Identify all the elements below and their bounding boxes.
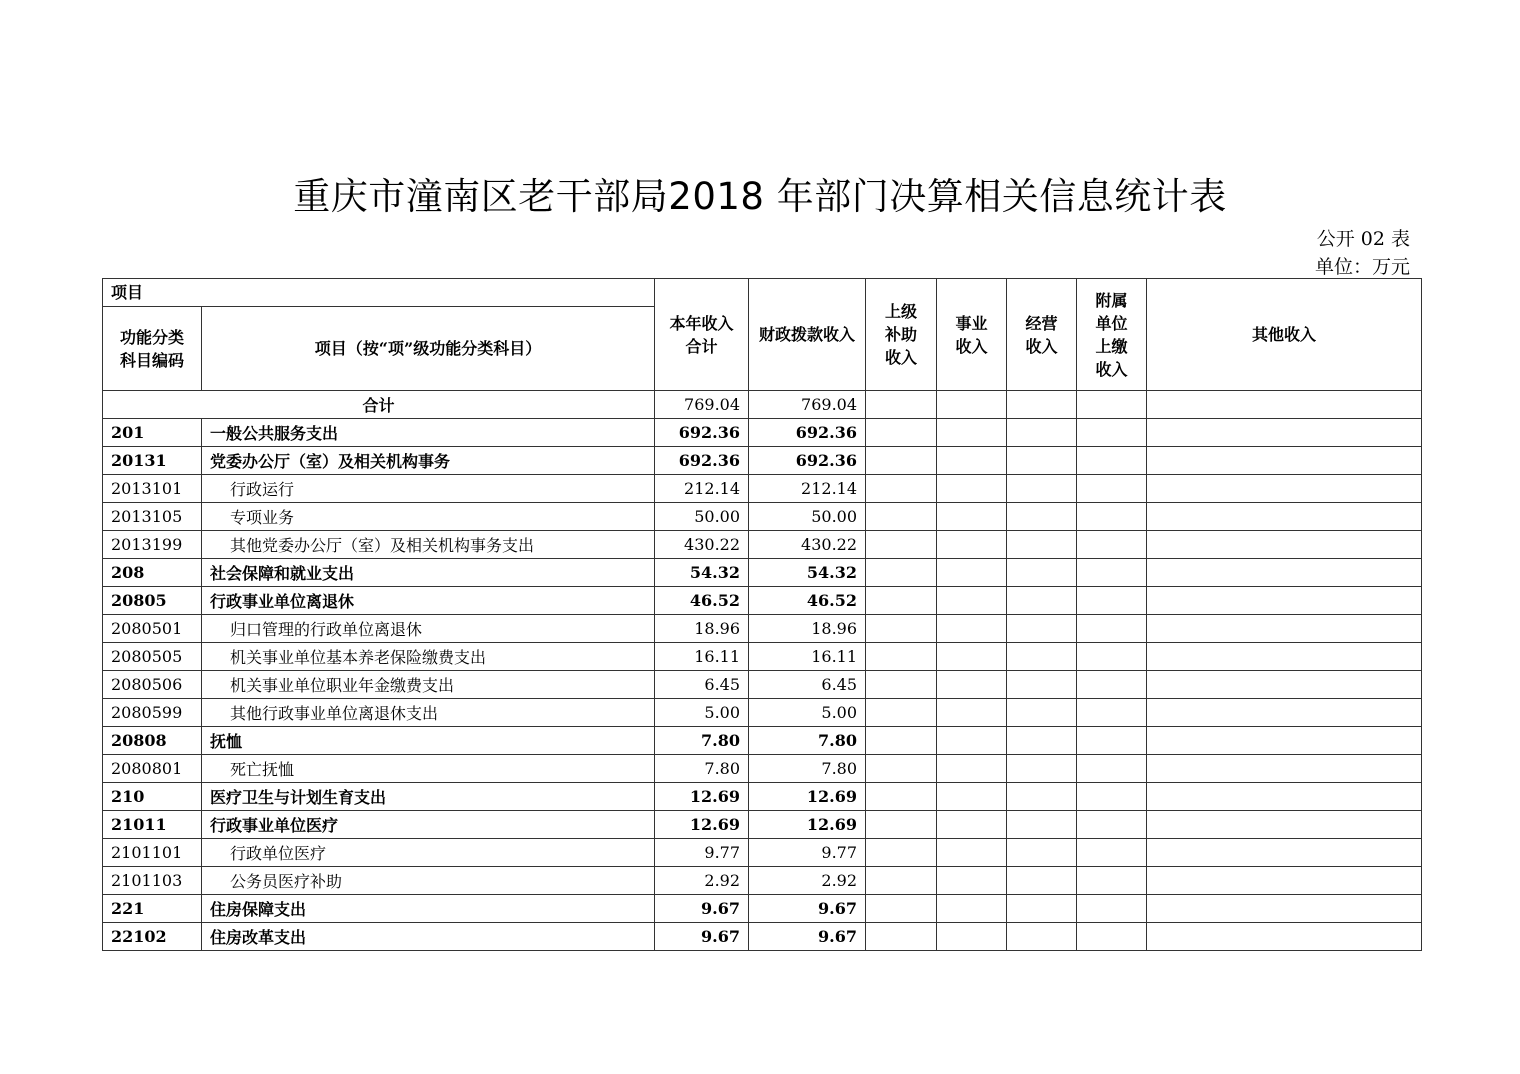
empty-cell	[1147, 895, 1422, 923]
table-row	[103, 531, 1422, 559]
empty-cell	[866, 699, 937, 727]
row-total: 54.32	[655, 559, 749, 587]
table-row	[103, 559, 1422, 587]
row-name: 一般公共服务支出	[202, 419, 655, 447]
empty-cell	[1077, 867, 1147, 895]
row-name: 医疗卫生与计划生育支出	[202, 783, 655, 811]
row-total: 9.77	[655, 839, 749, 867]
empty-cell	[937, 755, 1007, 783]
row-name: 党委办公厅（室）及相关机构事务	[202, 447, 655, 475]
empty-cell	[1007, 867, 1077, 895]
total-label: 合计	[103, 391, 655, 419]
row-code: 2080501	[103, 615, 202, 643]
empty-cell	[1147, 419, 1422, 447]
empty-cell	[937, 923, 1007, 951]
row-fiscal: 9.67	[749, 895, 866, 923]
empty-cell	[1077, 419, 1147, 447]
empty-cell	[1147, 755, 1422, 783]
header-total: 本年收入合计	[655, 279, 749, 391]
row-fiscal: 7.80	[749, 755, 866, 783]
table-row	[103, 475, 1422, 503]
row-code: 2013105	[103, 503, 202, 531]
empty-cell	[1077, 391, 1147, 419]
row-code: 2080506	[103, 671, 202, 699]
empty-cell	[1077, 671, 1147, 699]
header-operating: 经营收入	[1007, 279, 1077, 391]
table-row	[103, 727, 1422, 755]
empty-cell	[866, 727, 937, 755]
table-row	[103, 699, 1422, 727]
empty-cell	[866, 503, 937, 531]
empty-cell	[1147, 867, 1422, 895]
header-project: 项目	[103, 279, 655, 307]
row-name: 专项业务	[202, 503, 655, 531]
row-name: 其他党委办公厅（室）及相关机构事务支出	[202, 531, 655, 559]
row-name: 住房保障支出	[202, 895, 655, 923]
row-name: 公务员医疗补助	[202, 867, 655, 895]
header-fiscal: 财政拨款收入	[749, 279, 866, 391]
empty-cell	[1077, 783, 1147, 811]
row-code: 22102	[103, 923, 202, 951]
empty-cell	[937, 559, 1007, 587]
row-fiscal: 430.22	[749, 531, 866, 559]
row-name: 社会保障和就业支出	[202, 559, 655, 587]
row-fiscal: 6.45	[749, 671, 866, 699]
row-fiscal: 692.36	[749, 447, 866, 475]
empty-cell	[1147, 727, 1422, 755]
empty-cell	[866, 671, 937, 699]
total-sum: 769.04	[655, 391, 749, 419]
row-total: 5.00	[655, 699, 749, 727]
empty-cell	[937, 643, 1007, 671]
empty-cell	[1077, 615, 1147, 643]
empty-cell	[1007, 839, 1077, 867]
row-name: 死亡抚恤	[202, 755, 655, 783]
empty-cell	[1147, 783, 1422, 811]
row-total: 212.14	[655, 475, 749, 503]
row-fiscal: 2.92	[749, 867, 866, 895]
row-code: 210	[103, 783, 202, 811]
header-business: 事业收入	[937, 279, 1007, 391]
empty-cell	[1077, 923, 1147, 951]
table-row	[103, 503, 1422, 531]
empty-cell	[1077, 839, 1147, 867]
empty-cell	[866, 447, 937, 475]
empty-cell	[1007, 643, 1077, 671]
row-code: 2080801	[103, 755, 202, 783]
table-row	[103, 923, 1422, 951]
empty-cell	[866, 895, 937, 923]
row-code: 2101103	[103, 867, 202, 895]
empty-cell	[1147, 475, 1422, 503]
empty-cell	[1077, 643, 1147, 671]
row-fiscal: 18.96	[749, 615, 866, 643]
header-affiliated: 附属单位上缴收入	[1077, 279, 1147, 391]
row-total: 692.36	[655, 419, 749, 447]
empty-cell	[866, 811, 937, 839]
empty-cell	[1007, 783, 1077, 811]
empty-cell	[1007, 475, 1077, 503]
empty-cell	[1007, 419, 1077, 447]
empty-cell	[866, 755, 937, 783]
row-fiscal: 9.77	[749, 839, 866, 867]
row-total: 2.92	[655, 867, 749, 895]
empty-cell	[866, 419, 937, 447]
empty-cell	[1077, 755, 1147, 783]
empty-cell	[1147, 587, 1422, 615]
row-total: 692.36	[655, 447, 749, 475]
row-total: 9.67	[655, 923, 749, 951]
empty-cell	[866, 867, 937, 895]
row-name: 住房改革支出	[202, 923, 655, 951]
row-fiscal: 46.52	[749, 587, 866, 615]
row-code: 2080505	[103, 643, 202, 671]
empty-cell	[1147, 839, 1422, 867]
empty-cell	[1007, 699, 1077, 727]
empty-cell	[1007, 811, 1077, 839]
empty-cell	[1147, 391, 1422, 419]
empty-cell	[1007, 531, 1077, 559]
empty-cell	[1147, 615, 1422, 643]
empty-cell	[1007, 671, 1077, 699]
row-total: 18.96	[655, 615, 749, 643]
data-rows	[103, 419, 1422, 951]
row-name: 归口管理的行政单位离退休	[202, 615, 655, 643]
row-fiscal: 5.00	[749, 699, 866, 727]
row-total: 7.80	[655, 755, 749, 783]
empty-cell	[937, 587, 1007, 615]
table-row	[103, 783, 1422, 811]
row-fiscal: 12.69	[749, 783, 866, 811]
empty-cell	[937, 783, 1007, 811]
row-total: 9.67	[655, 895, 749, 923]
table-body	[103, 391, 1422, 419]
empty-cell	[1077, 587, 1147, 615]
row-name: 行政事业单位离退休	[202, 587, 655, 615]
empty-cell	[937, 839, 1007, 867]
table-row	[103, 419, 1422, 447]
empty-cell	[866, 643, 937, 671]
empty-cell	[1077, 559, 1147, 587]
empty-cell	[866, 559, 937, 587]
empty-cell	[1077, 447, 1147, 475]
empty-cell	[1147, 923, 1422, 951]
empty-cell	[1077, 503, 1147, 531]
empty-cell	[1077, 727, 1147, 755]
empty-cell	[937, 671, 1007, 699]
row-total: 46.52	[655, 587, 749, 615]
row-fiscal: 692.36	[749, 419, 866, 447]
empty-cell	[1147, 671, 1422, 699]
row-fiscal: 12.69	[749, 811, 866, 839]
row-name: 机关事业单位职业年金缴费支出	[202, 671, 655, 699]
table-row	[103, 447, 1422, 475]
header-other: 其他收入	[1147, 279, 1422, 391]
empty-cell	[866, 923, 937, 951]
row-fiscal: 212.14	[749, 475, 866, 503]
page-title: 重庆市潼南区老干部局2018 年部门决算相关信息统计表	[293, 175, 1227, 218]
row-total: 12.69	[655, 811, 749, 839]
row-total: 12.69	[655, 783, 749, 811]
row-fiscal: 16.11	[749, 643, 866, 671]
empty-cell	[1007, 755, 1077, 783]
empty-cell	[937, 419, 1007, 447]
row-total: 50.00	[655, 503, 749, 531]
table-row	[103, 839, 1422, 867]
header-upper: 上级补助收入	[866, 279, 937, 391]
empty-cell	[1007, 559, 1077, 587]
empty-cell	[937, 895, 1007, 923]
row-total: 430.22	[655, 531, 749, 559]
row-name: 行政单位医疗	[202, 839, 655, 867]
empty-cell	[1007, 727, 1077, 755]
empty-cell	[1007, 923, 1077, 951]
table-row	[103, 895, 1422, 923]
empty-cell	[1077, 811, 1147, 839]
empty-cell	[866, 839, 937, 867]
header-name: 项目（按“项”级功能分类科目）	[202, 307, 655, 391]
empty-cell	[1007, 615, 1077, 643]
row-fiscal: 54.32	[749, 559, 866, 587]
row-fiscal: 9.67	[749, 923, 866, 951]
form-number: 公开 02 表	[1316, 228, 1410, 250]
empty-cell	[1147, 699, 1422, 727]
total-fiscal: 769.04	[749, 391, 866, 419]
empty-cell	[866, 391, 937, 419]
empty-cell	[937, 531, 1007, 559]
row-fiscal: 50.00	[749, 503, 866, 531]
empty-cell	[1007, 391, 1077, 419]
empty-cell	[937, 503, 1007, 531]
empty-cell	[1147, 559, 1422, 587]
empty-cell	[937, 475, 1007, 503]
empty-cell	[1007, 503, 1077, 531]
empty-cell	[937, 811, 1007, 839]
table-row	[103, 867, 1422, 895]
row-name: 行政运行	[202, 475, 655, 503]
empty-cell	[1147, 503, 1422, 531]
empty-cell	[937, 391, 1007, 419]
row-name: 其他行政事业单位离退休支出	[202, 699, 655, 727]
row-code: 221	[103, 895, 202, 923]
table-header	[103, 279, 1422, 391]
empty-cell	[1077, 895, 1147, 923]
empty-cell	[1007, 587, 1077, 615]
row-name: 机关事业单位基本养老保险缴费支出	[202, 643, 655, 671]
empty-cell	[937, 699, 1007, 727]
header-code: 功能分类科目编码	[103, 307, 202, 391]
empty-cell	[937, 447, 1007, 475]
row-total: 6.45	[655, 671, 749, 699]
empty-cell	[937, 867, 1007, 895]
row-code: 20808	[103, 727, 202, 755]
row-code: 20805	[103, 587, 202, 615]
empty-cell	[1007, 447, 1077, 475]
row-code: 21011	[103, 811, 202, 839]
total-row	[103, 391, 1422, 419]
row-name: 抚恤	[202, 727, 655, 755]
empty-cell	[866, 531, 937, 559]
empty-cell	[866, 475, 937, 503]
table-row	[103, 587, 1422, 615]
empty-cell	[866, 587, 937, 615]
row-code: 2013101	[103, 475, 202, 503]
row-code: 2101101	[103, 839, 202, 867]
empty-cell	[1077, 475, 1147, 503]
empty-cell	[1147, 643, 1422, 671]
table-row	[103, 671, 1422, 699]
row-code: 2013199	[103, 531, 202, 559]
empty-cell	[1007, 895, 1077, 923]
row-code: 208	[103, 559, 202, 587]
empty-cell	[1147, 531, 1422, 559]
empty-cell	[1147, 811, 1422, 839]
row-total: 7.80	[655, 727, 749, 755]
row-code: 20131	[103, 447, 202, 475]
empty-cell	[1077, 531, 1147, 559]
empty-cell	[866, 783, 937, 811]
empty-cell	[937, 615, 1007, 643]
empty-cell	[866, 615, 937, 643]
empty-cell	[1077, 699, 1147, 727]
table-row	[103, 755, 1422, 783]
row-code: 201	[103, 419, 202, 447]
table-row	[103, 811, 1422, 839]
empty-cell	[937, 727, 1007, 755]
unit-label: 单位：万元	[1314, 256, 1410, 278]
table-row	[103, 615, 1422, 643]
statistics-table	[102, 278, 1422, 951]
table-row	[103, 643, 1422, 671]
row-total: 16.11	[655, 643, 749, 671]
row-name: 行政事业单位医疗	[202, 811, 655, 839]
row-code: 2080599	[103, 699, 202, 727]
empty-cell	[1147, 447, 1422, 475]
row-fiscal: 7.80	[749, 727, 866, 755]
